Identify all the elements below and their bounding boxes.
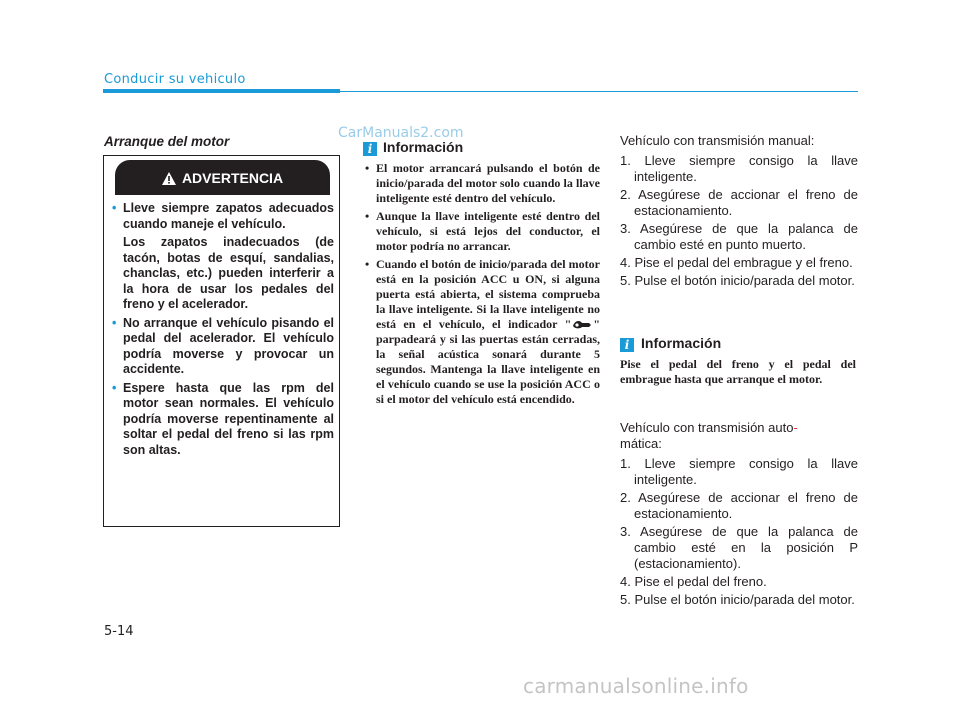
info-title: Información xyxy=(383,139,464,155)
step-item: 5. Pulse el botón inicio/parada del motor. xyxy=(620,273,855,288)
info-item xyxy=(365,257,600,407)
site-watermark: CarManuals2.com xyxy=(338,125,464,141)
auto-intro xyxy=(620,420,858,452)
info-heading xyxy=(620,335,721,352)
step-item: 4. Pise el pedal del embrague y el freno. xyxy=(620,255,853,270)
header-rule-thin xyxy=(340,91,858,92)
auto-intro-hyphen: - xyxy=(793,420,798,435)
warning-triangle-icon xyxy=(162,172,176,185)
warning-title: ADVERTENCIA xyxy=(181,170,284,186)
manual-steps xyxy=(620,153,858,289)
step-item: 3. Asegúrese de que la palanca de cambio esté en la posición P (estacionamiento). xyxy=(620,524,858,571)
key-indicator-icon xyxy=(572,319,592,329)
auto-intro-text: mática: xyxy=(620,436,662,451)
info-item xyxy=(365,209,600,254)
info-text: Cuando el botón de inicio/parada del motor está en la posición ACC u ON, si alguna puerta está abierta, el sistema comprueba la llave inteligente. Si la llave inteligente no está en el vehículo, el indicador " xyxy=(376,257,600,331)
warning-item xyxy=(112,316,334,378)
warning-text: Espere hasta que las rpm del motor sean normales. El vehículo podría moverse repentinamente al soltar el pedal del freno si las rpm son altas. xyxy=(123,380,334,457)
bullet-icon: • xyxy=(112,315,117,330)
automatic-transmission-block xyxy=(620,420,858,610)
warning-box xyxy=(103,155,340,527)
info-text: El motor arrancará pulsando el botón de inicio/parada del motor solo cuando la llave inteligente esté dentro del vehículo. xyxy=(376,161,600,205)
warning-item xyxy=(112,381,334,459)
bullet-icon: • xyxy=(112,380,117,395)
bullet-icon: • xyxy=(365,257,370,271)
bullet-icon: • xyxy=(365,209,370,223)
page-number: 5-14 xyxy=(104,624,134,639)
auto-intro-text: Vehículo con transmisión auto xyxy=(620,420,794,435)
manual-intro: Vehículo con transmisión manual: xyxy=(620,133,815,148)
footer-watermark: carmanualsonline.info xyxy=(523,674,749,698)
bullet-icon: • xyxy=(112,201,117,215)
auto-steps xyxy=(620,456,858,608)
step-item: 2. Asegúrese de accionar el freno de estacionamiento. xyxy=(620,490,858,521)
step-item: 1. Lleve siempre consigo la llave inteligente. xyxy=(620,456,858,487)
warning-header xyxy=(115,160,330,195)
info-icon: i xyxy=(363,142,377,156)
warning-text: Los zapatos inadecuados (de tacón, botas de esquí, sandalias, chanclas, etc.) pueden interferir a la hora de usar los pedales del freno y el acelerador. xyxy=(123,235,334,311)
info-text: " parpadeará y si las puertas están cerradas, la señal acústica sonará durante 5 segundos. Mantenga la llave inteligente en el vehículo cuando se use la posición ACC o si el motor del vehículo está encendido. xyxy=(376,317,600,406)
warning-text: No arranque el vehículo pisando el pedal del acelerador. El vehículo podría moverse y provocar un accidente. xyxy=(123,315,334,376)
step-item: 5. Pulse el botón inicio/parada del motor. xyxy=(620,592,855,607)
section-heading: Arranque del motor xyxy=(104,134,230,149)
info-text: Aunque la llave inteligente esté dentro del vehículo, si está lejos del conductor, el motor podría no arrancar. xyxy=(376,209,600,253)
step-item: 4. Pise el pedal del freno. xyxy=(620,574,767,589)
info-item xyxy=(365,161,600,206)
info-title: Información xyxy=(641,335,722,351)
info-list xyxy=(365,161,600,410)
warning-text: Lleve siempre zapatos adecuados cuando maneje el vehículo. xyxy=(123,201,334,231)
bullet-icon: • xyxy=(365,161,370,175)
info-icon: i xyxy=(620,338,634,352)
header-rule-thick xyxy=(103,89,340,93)
step-item: 2. Asegúrese de accionar el freno de estacionamiento. xyxy=(620,187,858,218)
warning-item xyxy=(112,201,334,313)
section-title: Conducir su vehiculo xyxy=(104,72,246,87)
step-item: 3. Asegúrese de que la palanca de cambio esté en punto muerto. xyxy=(620,221,858,252)
info-text: Pise el pedal del freno y el pedal del embrague hasta que arranque el motor. xyxy=(620,357,856,386)
step-item: 1. Lleve siempre consigo la llave inteligente. xyxy=(620,153,858,184)
manual-transmission-block xyxy=(620,133,858,291)
warning-list xyxy=(112,201,334,461)
info-heading xyxy=(363,139,463,156)
